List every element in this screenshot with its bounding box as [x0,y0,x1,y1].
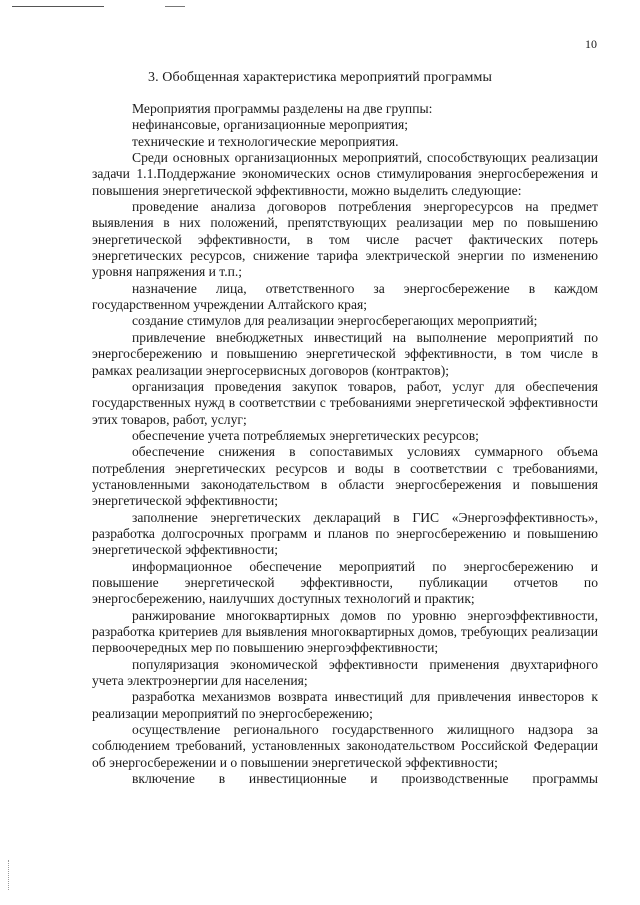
paragraph: включение в инвестиционные и производственные программы [132,771,598,787]
paragraph: обеспечение снижения в сопоставимых условиях суммарного объема потребления энергетических ресурсов и воды в соответствии с требованиями, установленными законодательством в области энергосбережения и повышения энергетической эффективности; [92,444,598,509]
paragraph: привлечение внебюджетных инвестиций на выполнение мероприятий по энергосбережению и повышению энергетической эффективности, в том числе в рамках реализации энергосервисных договоров (контрактов); [92,329,598,378]
paragraph: организация проведения закупок товаров, работ, услуг для обеспечения государственных нужд в соответствии с требованиями энергетической эффективности этих товаров, работ, услуг; [92,378,598,427]
paragraph: нефинансовые, организационные мероприятия; [132,117,409,133]
paragraph: заполнение энергетических деклараций в ГИС «Энергоэффективность», разработка долгосрочных программ и планов по энергосбережению и повышению энергетической эффективности; [92,509,598,558]
page-number: 10 [585,37,597,51]
paragraph: проведение анализа договоров потребления энергоресурсов на предмет выявления в них положений, препятствующих реализации мер по повышению энергетической эффективности, в том числе расчет фактических потерь энергетических ресурсов, снижение тарифа электрической энергии по изменению уровня напряжения и т.п.; [92,199,598,280]
scan-edge-dots [8,860,11,890]
paragraph: информационное обеспечение мероприятий по энергосбережению и повышение энергетической эффективности, публикации отчетов по энергосбережению, наилучших доступных технологий и практик; [92,558,598,607]
paragraph: популяризация экономической эффективности применения двухтарифного учета электроэнергии для населения; [92,656,598,689]
paragraph: осуществление регионального государственного жилищного надзора за соблюдением требований, установленных законодательством Российской Федерации об энергосбережении и о повышении энергетической эффективности; [92,722,598,770]
paragraph: ранжирование многоквартирных домов по уровню энергоэффективности, разработка критериев для выявления многоквартирных домов, требующих реализации первоочередных мер по повышению энергоэффективности; [92,607,598,656]
scan-mark [12,6,104,7]
paragraph: обеспечение учета потребляемых энергетических ресурсов; [132,427,479,443]
paragraph: технические и технологические мероприятия. [132,133,399,149]
section-title: 3. Обобщенная характеристика мероприятий программы [148,70,492,85]
paragraph: создание стимулов для реализации энергосберегающих мероприятий; [132,313,538,329]
scan-mark [165,6,185,7]
document-body [92,101,598,787]
paragraph: разработка механизмов возврата инвестиций для привлечения инвесторов к реализации мероприятий по энергосбережению; [92,689,598,721]
paragraph: назначение лица, ответственного за энергосбережение в каждом государственном учреждении Алтайского края; [92,280,598,313]
paragraph: Среди основных организационных мероприятий, способствующих реализации задачи 1.1.Поддержание экономических основ стимулирования энергосбережения и повышения энергетической эффективности, можно выделить следующие: [92,150,598,198]
paragraph: Мероприятия программы разделены на две группы: [132,101,433,116]
